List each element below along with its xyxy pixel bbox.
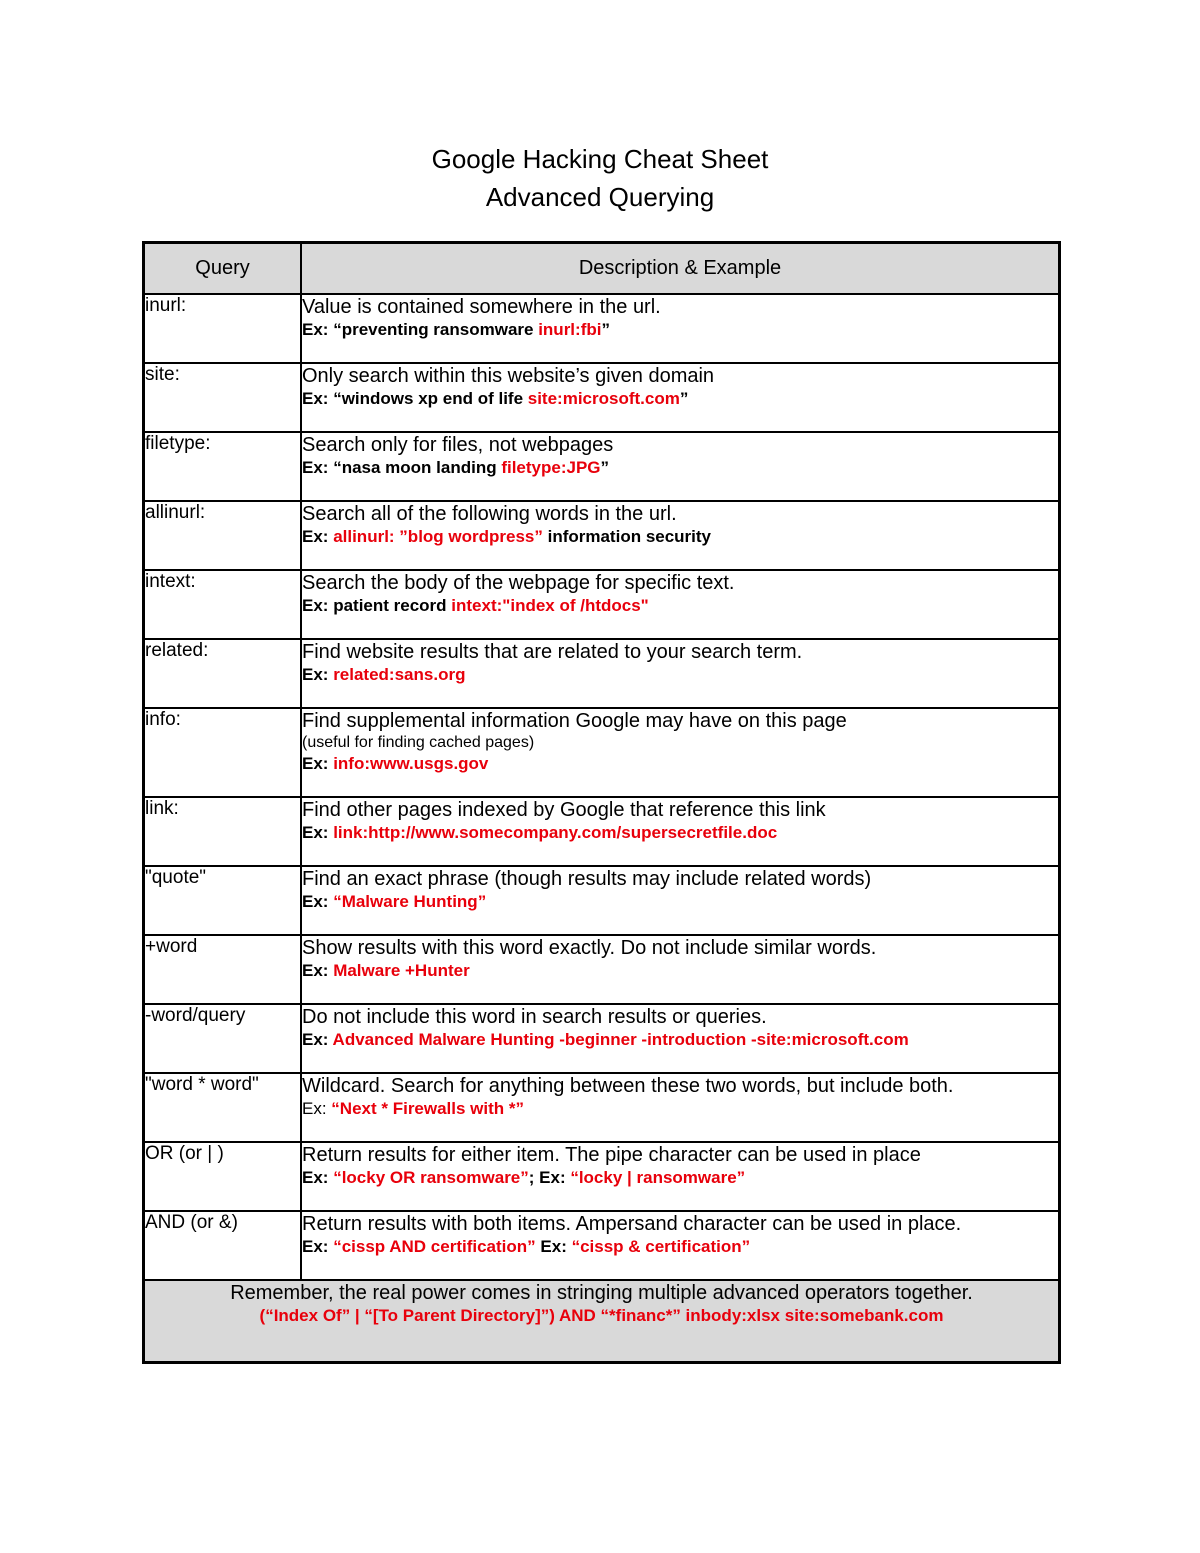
query-cell: related:	[144, 639, 302, 708]
example-operator: “Next * Firewalls with *”	[331, 1099, 525, 1118]
example-text: ”	[601, 320, 610, 339]
table-row	[144, 501, 1060, 570]
example-label: Ex:	[302, 961, 334, 980]
query-cell: info:	[144, 708, 302, 797]
description-text: Show results with this word exactly. Do not include similar words.	[302, 937, 877, 959]
example-text: “windows xp end of life	[333, 389, 528, 408]
example-text: ; Ex:	[528, 1168, 571, 1187]
query-cell: intext:	[144, 570, 302, 639]
description-text: Search only for files, not webpages	[302, 434, 614, 456]
example-line	[302, 753, 1058, 775]
table-row	[144, 294, 1060, 363]
example-label: Ex:	[302, 527, 334, 546]
example-operator: “cissp & certification”	[571, 1237, 751, 1256]
query-cell: "quote"	[144, 866, 302, 935]
title-block	[0, 140, 1200, 216]
description-cell	[301, 797, 1060, 866]
example-operator: Advanced Malware Hunting -beginner -introduction -site:microsoft.com	[332, 1030, 909, 1049]
footer-text: Remember, the real power comes in stringing multiple advanced operators together.	[230, 1282, 973, 1304]
example-label: Ex:	[302, 754, 334, 773]
example-text: “nasa moon landing	[333, 458, 502, 477]
footer-example: (“Index Of” | “[To Parent Directory]”) AND “*financ*” inbody:xlsx site:somebank.com	[259, 1306, 944, 1325]
query-cell: inurl:	[144, 294, 302, 363]
description-cell	[301, 363, 1060, 432]
example-operator: intext:"index of /htdocs"	[451, 596, 649, 615]
query-cell: link:	[144, 797, 302, 866]
description-note: (useful for finding cached pages)	[302, 734, 535, 751]
example-label: Ex:	[302, 1168, 334, 1187]
footer-row	[144, 1280, 1060, 1363]
example-text: ”	[600, 458, 610, 477]
description-text: Find supplemental information Google may have on this page	[302, 710, 847, 732]
description-text: Value is contained somewhere in the url.	[302, 296, 661, 318]
example-line	[302, 1029, 1058, 1051]
description-cell	[301, 639, 1060, 708]
table-row	[144, 1073, 1060, 1142]
page-subtitle: Advanced Querying	[485, 182, 715, 212]
example-operator: related:sans.org	[333, 665, 466, 684]
example-label: Ex:	[302, 320, 334, 339]
table-row	[144, 797, 1060, 866]
description-cell	[301, 866, 1060, 935]
example-text: Ex:	[535, 1237, 572, 1256]
page-title: Google Hacking Cheat Sheet	[431, 144, 769, 174]
example-operator: “locky | ransomware”	[570, 1168, 746, 1187]
description-text: Return results for either item. The pipe character can be used in place	[302, 1144, 921, 1166]
example-line	[302, 319, 1058, 341]
example-line	[302, 1167, 1058, 1189]
description-cell	[301, 501, 1060, 570]
description-text: Do not include this word in search results or queries.	[302, 1006, 767, 1028]
description-column-header: Description & Example	[301, 243, 1060, 295]
description-text: Find an exact phrase (though results may include related words)	[302, 868, 872, 890]
table-row	[144, 935, 1060, 1004]
example-operator: info:www.usgs.gov	[333, 754, 489, 773]
description-text: Search all of the following words in the url.	[302, 503, 677, 525]
table-row	[144, 1004, 1060, 1073]
description-text: Search the body of the webpage for specific text.	[302, 572, 735, 594]
description-cell	[301, 935, 1060, 1004]
example-line	[302, 526, 1058, 548]
query-cell: OR (or | )	[144, 1142, 302, 1211]
example-label: Ex:	[302, 823, 334, 842]
description-cell	[301, 1073, 1060, 1142]
description-cell	[301, 708, 1060, 797]
description-cell	[301, 1211, 1060, 1280]
example-line	[302, 822, 1058, 844]
query-column-header: Query	[144, 243, 302, 295]
example-operator: allinurl: ”blog wordpress”	[333, 527, 543, 546]
cheat-sheet-table	[142, 241, 1061, 1364]
example-line	[302, 1098, 1058, 1120]
example-operator: “Malware Hunting”	[333, 892, 487, 911]
example-label: Ex:	[302, 389, 334, 408]
table-row	[144, 708, 1060, 797]
example-operator: Malware +Hunter	[333, 961, 470, 980]
query-cell: allinurl:	[144, 501, 302, 570]
example-operator: inurl:fbi	[538, 320, 602, 339]
example-operator: site:microsoft.com	[527, 389, 680, 408]
example-operator: filetype:JPG	[501, 458, 601, 477]
example-line	[302, 388, 1058, 410]
table-row	[144, 432, 1060, 501]
example-line	[302, 595, 1058, 617]
example-label: Ex:	[302, 1099, 332, 1118]
example-line	[302, 664, 1058, 686]
example-line	[302, 891, 1058, 913]
description-cell	[301, 294, 1060, 363]
example-operator: link:http://www.somecompany.com/supersecretfile.doc	[333, 823, 778, 842]
description-text: Only search within this website’s given domain	[302, 365, 715, 387]
table-row	[144, 363, 1060, 432]
query-cell: +word	[144, 935, 302, 1004]
table-row	[144, 1142, 1060, 1211]
example-operator: “locky OR ransomware”	[333, 1168, 529, 1187]
example-label: Ex:	[302, 665, 334, 684]
query-cell: "word * word"	[144, 1073, 302, 1142]
description-text: Find other pages indexed by Google that reference this link	[302, 799, 826, 821]
query-cell: filetype:	[144, 432, 302, 501]
example-text: information security	[542, 527, 712, 546]
example-text: “preventing ransomware	[333, 320, 539, 339]
table-row	[144, 1211, 1060, 1280]
footer-cell	[144, 1280, 1060, 1363]
description-text: Find website results that are related to your search term.	[302, 641, 803, 663]
header-row	[144, 243, 1060, 295]
description-cell	[301, 1142, 1060, 1211]
table-row	[144, 570, 1060, 639]
example-line	[302, 1236, 1058, 1258]
example-text: ”	[679, 389, 689, 408]
example-label: Ex:	[302, 892, 334, 911]
query-cell: AND (or &)	[144, 1211, 302, 1280]
query-cell: -word/query	[144, 1004, 302, 1073]
table-row	[144, 639, 1060, 708]
example-line	[302, 960, 1058, 982]
example-label: Ex:	[302, 1030, 333, 1049]
example-operator: “cissp AND certification”	[333, 1237, 536, 1256]
description-cell	[301, 1004, 1060, 1073]
example-label: Ex:	[302, 458, 334, 477]
table-row	[144, 866, 1060, 935]
example-line	[302, 457, 1058, 479]
description-cell	[301, 570, 1060, 639]
description-text: Return results with both items. Ampersand character can be used in place.	[302, 1213, 962, 1235]
example-text: patient record	[333, 596, 452, 615]
query-cell: site:	[144, 363, 302, 432]
description-text: Wildcard. Search for anything between these two words, but include both.	[302, 1075, 954, 1097]
example-label: Ex:	[302, 596, 334, 615]
description-cell	[301, 432, 1060, 501]
example-label: Ex:	[302, 1237, 334, 1256]
